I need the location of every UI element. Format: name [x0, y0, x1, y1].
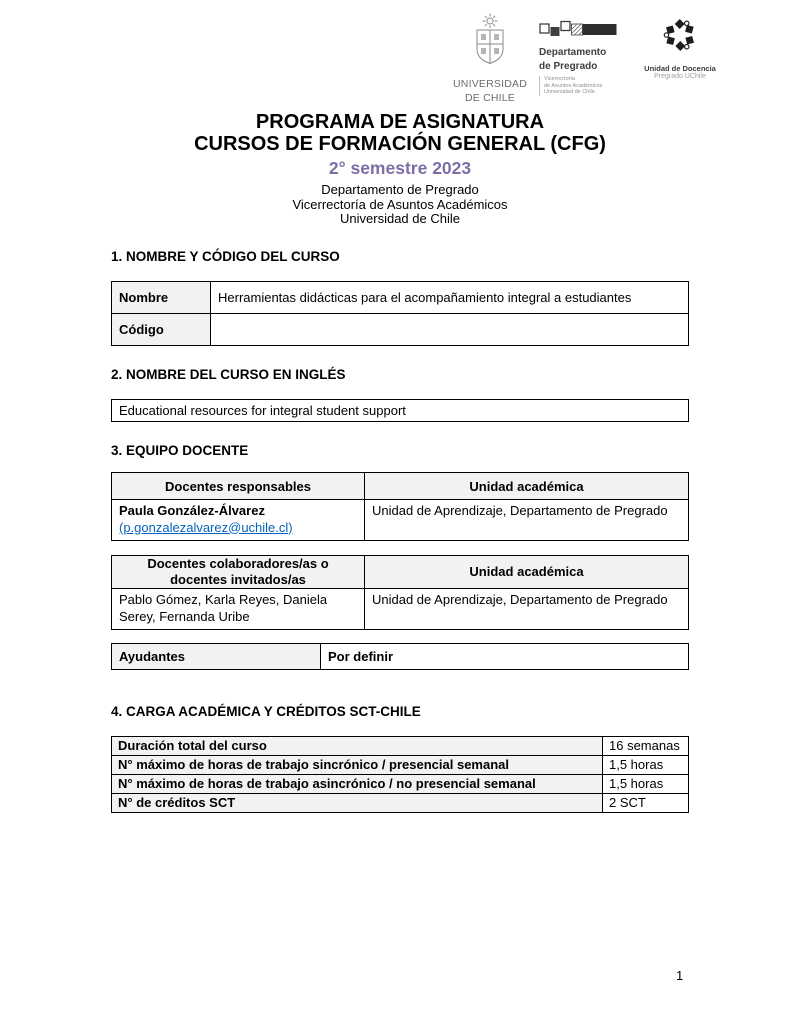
ayudantes-value: Por definir — [321, 644, 689, 670]
table-header-row — [112, 556, 689, 589]
semester-subtitle: 2° semestre 2023 — [328, 158, 472, 178]
table-row — [112, 314, 689, 346]
departamento-de-pregrado-logo — [539, 13, 631, 96]
docentes-colaboradores-header: Docentes colaboradores/as o docentes invitados/as — [112, 556, 365, 589]
horas-sincronico-label: N° máximo de horas de trabajo sincrónico / presencial semanal — [112, 756, 603, 775]
unidad-de-docencia-pinwheel-icon — [660, 17, 700, 60]
table-row — [112, 282, 689, 314]
course-name-label: Nombre — [112, 282, 211, 314]
departamento-de-pregrado-logo-text-line2: de Pregrado — [539, 61, 598, 72]
departamento-de-pregrado-logo-subtext: Vicerrectoría de Asuntos Académicos Universidad de Chile — [539, 76, 602, 96]
section-2-heading: 2. NOMBRE DEL CURSO EN INGLÉS — [111, 367, 346, 382]
course-name-value: Herramientas didácticas para el acompañamiento integral a estudiantes — [211, 282, 689, 314]
table-row — [112, 737, 689, 756]
horas-sincronico-value: 1,5 horas — [603, 756, 689, 775]
table-row — [112, 500, 689, 541]
docentes-colaboradores-names: Pablo Gómez, Karla Reyes, Daniela Serey, Fernanda Uribe — [112, 589, 365, 630]
unidad-de-docencia-logo-subtitle: Pregrado UChile — [654, 73, 706, 80]
universidad-de-chile-crest-icon — [460, 13, 520, 76]
document-title-line1: PROGRAMA DE ASIGNATURA — [255, 111, 545, 133]
carga-academica-table — [111, 736, 689, 813]
docentes-responsables-header: Docentes responsables — [112, 473, 365, 500]
ayudantes-table — [111, 643, 689, 670]
creditos-sct-label: N° de créditos SCT — [112, 794, 603, 813]
universidad-de-chile-logo-text-line2: DE CHILE — [464, 92, 516, 104]
section-4-heading: 4. CARGA ACADÉMICA Y CRÉDITOS SCT-CHILE — [111, 704, 421, 719]
docente-responsable-cell — [112, 500, 365, 541]
section-3-heading: 3. EQUIPO DOCENTE — [111, 443, 249, 458]
table-row — [112, 644, 689, 670]
creditos-sct-value: 2 SCT — [603, 794, 689, 813]
course-code-label: Código — [112, 314, 211, 346]
docente-responsable-unit: Unidad de Aprendizaje, Departamento de Pregrado — [365, 500, 689, 541]
table-row — [112, 400, 689, 422]
docentes-colaboradores-unit: Unidad de Aprendizaje, Departamento de Pregrado — [365, 589, 689, 630]
horas-asincronico-value: 1,5 horas — [603, 775, 689, 794]
duracion-label: Duración total del curso — [112, 737, 603, 756]
org-line-universidad: Universidad de Chile — [340, 211, 460, 226]
unidad-academica-header-2: Unidad académica — [365, 556, 689, 589]
table-row — [112, 756, 689, 775]
course-code-value — [211, 314, 689, 346]
universidad-de-chile-logo — [450, 13, 530, 104]
english-name-table — [111, 399, 689, 422]
course-name-code-table — [111, 281, 689, 346]
table-row — [112, 794, 689, 813]
docente-email-link[interactable]: (p.gonzalezalvarez@uchile.cl) — [119, 519, 293, 535]
docente-responsable-name: Paula González-Álvarez — [119, 503, 265, 518]
table-header-row — [112, 473, 689, 500]
universidad-de-chile-logo-text-line1: UNIVERSIDAD — [453, 78, 527, 90]
english-name-value: Educational resources for integral student support — [112, 400, 689, 422]
table-row — [112, 589, 689, 630]
horas-asincronico-label: N° máximo de horas de trabajo asincrónico / no presencial semanal — [112, 775, 603, 794]
document-body — [111, 249, 689, 813]
document-header — [0, 111, 800, 227]
unidad-de-docencia-logo-title: Unidad de Docencia — [644, 64, 716, 73]
logo-row — [450, 13, 720, 104]
section-1-heading: 1. NOMBRE Y CÓDIGO DEL CURSO — [111, 249, 340, 264]
departamento-de-pregrado-squares-icon — [539, 19, 627, 44]
table-row — [112, 775, 689, 794]
unidad-de-docencia-logo — [640, 13, 720, 81]
duracion-value: 16 semanas — [603, 737, 689, 756]
ayudantes-label: Ayudantes — [112, 644, 321, 670]
unidad-academica-header: Unidad académica — [365, 473, 689, 500]
docentes-colaboradores-table — [111, 555, 689, 630]
departamento-de-pregrado-logo-text-line1: Departamento — [539, 47, 607, 58]
document-title-line2: CURSOS DE FORMACIÓN GENERAL (CFG) — [194, 133, 606, 155]
org-line-departamento: Departamento de Pregrado — [321, 182, 479, 197]
org-line-vicerrectoria: Vicerrectoría de Asuntos Académicos — [292, 196, 508, 212]
docentes-responsables-table — [111, 472, 689, 541]
page-number: 1 — [676, 968, 684, 983]
